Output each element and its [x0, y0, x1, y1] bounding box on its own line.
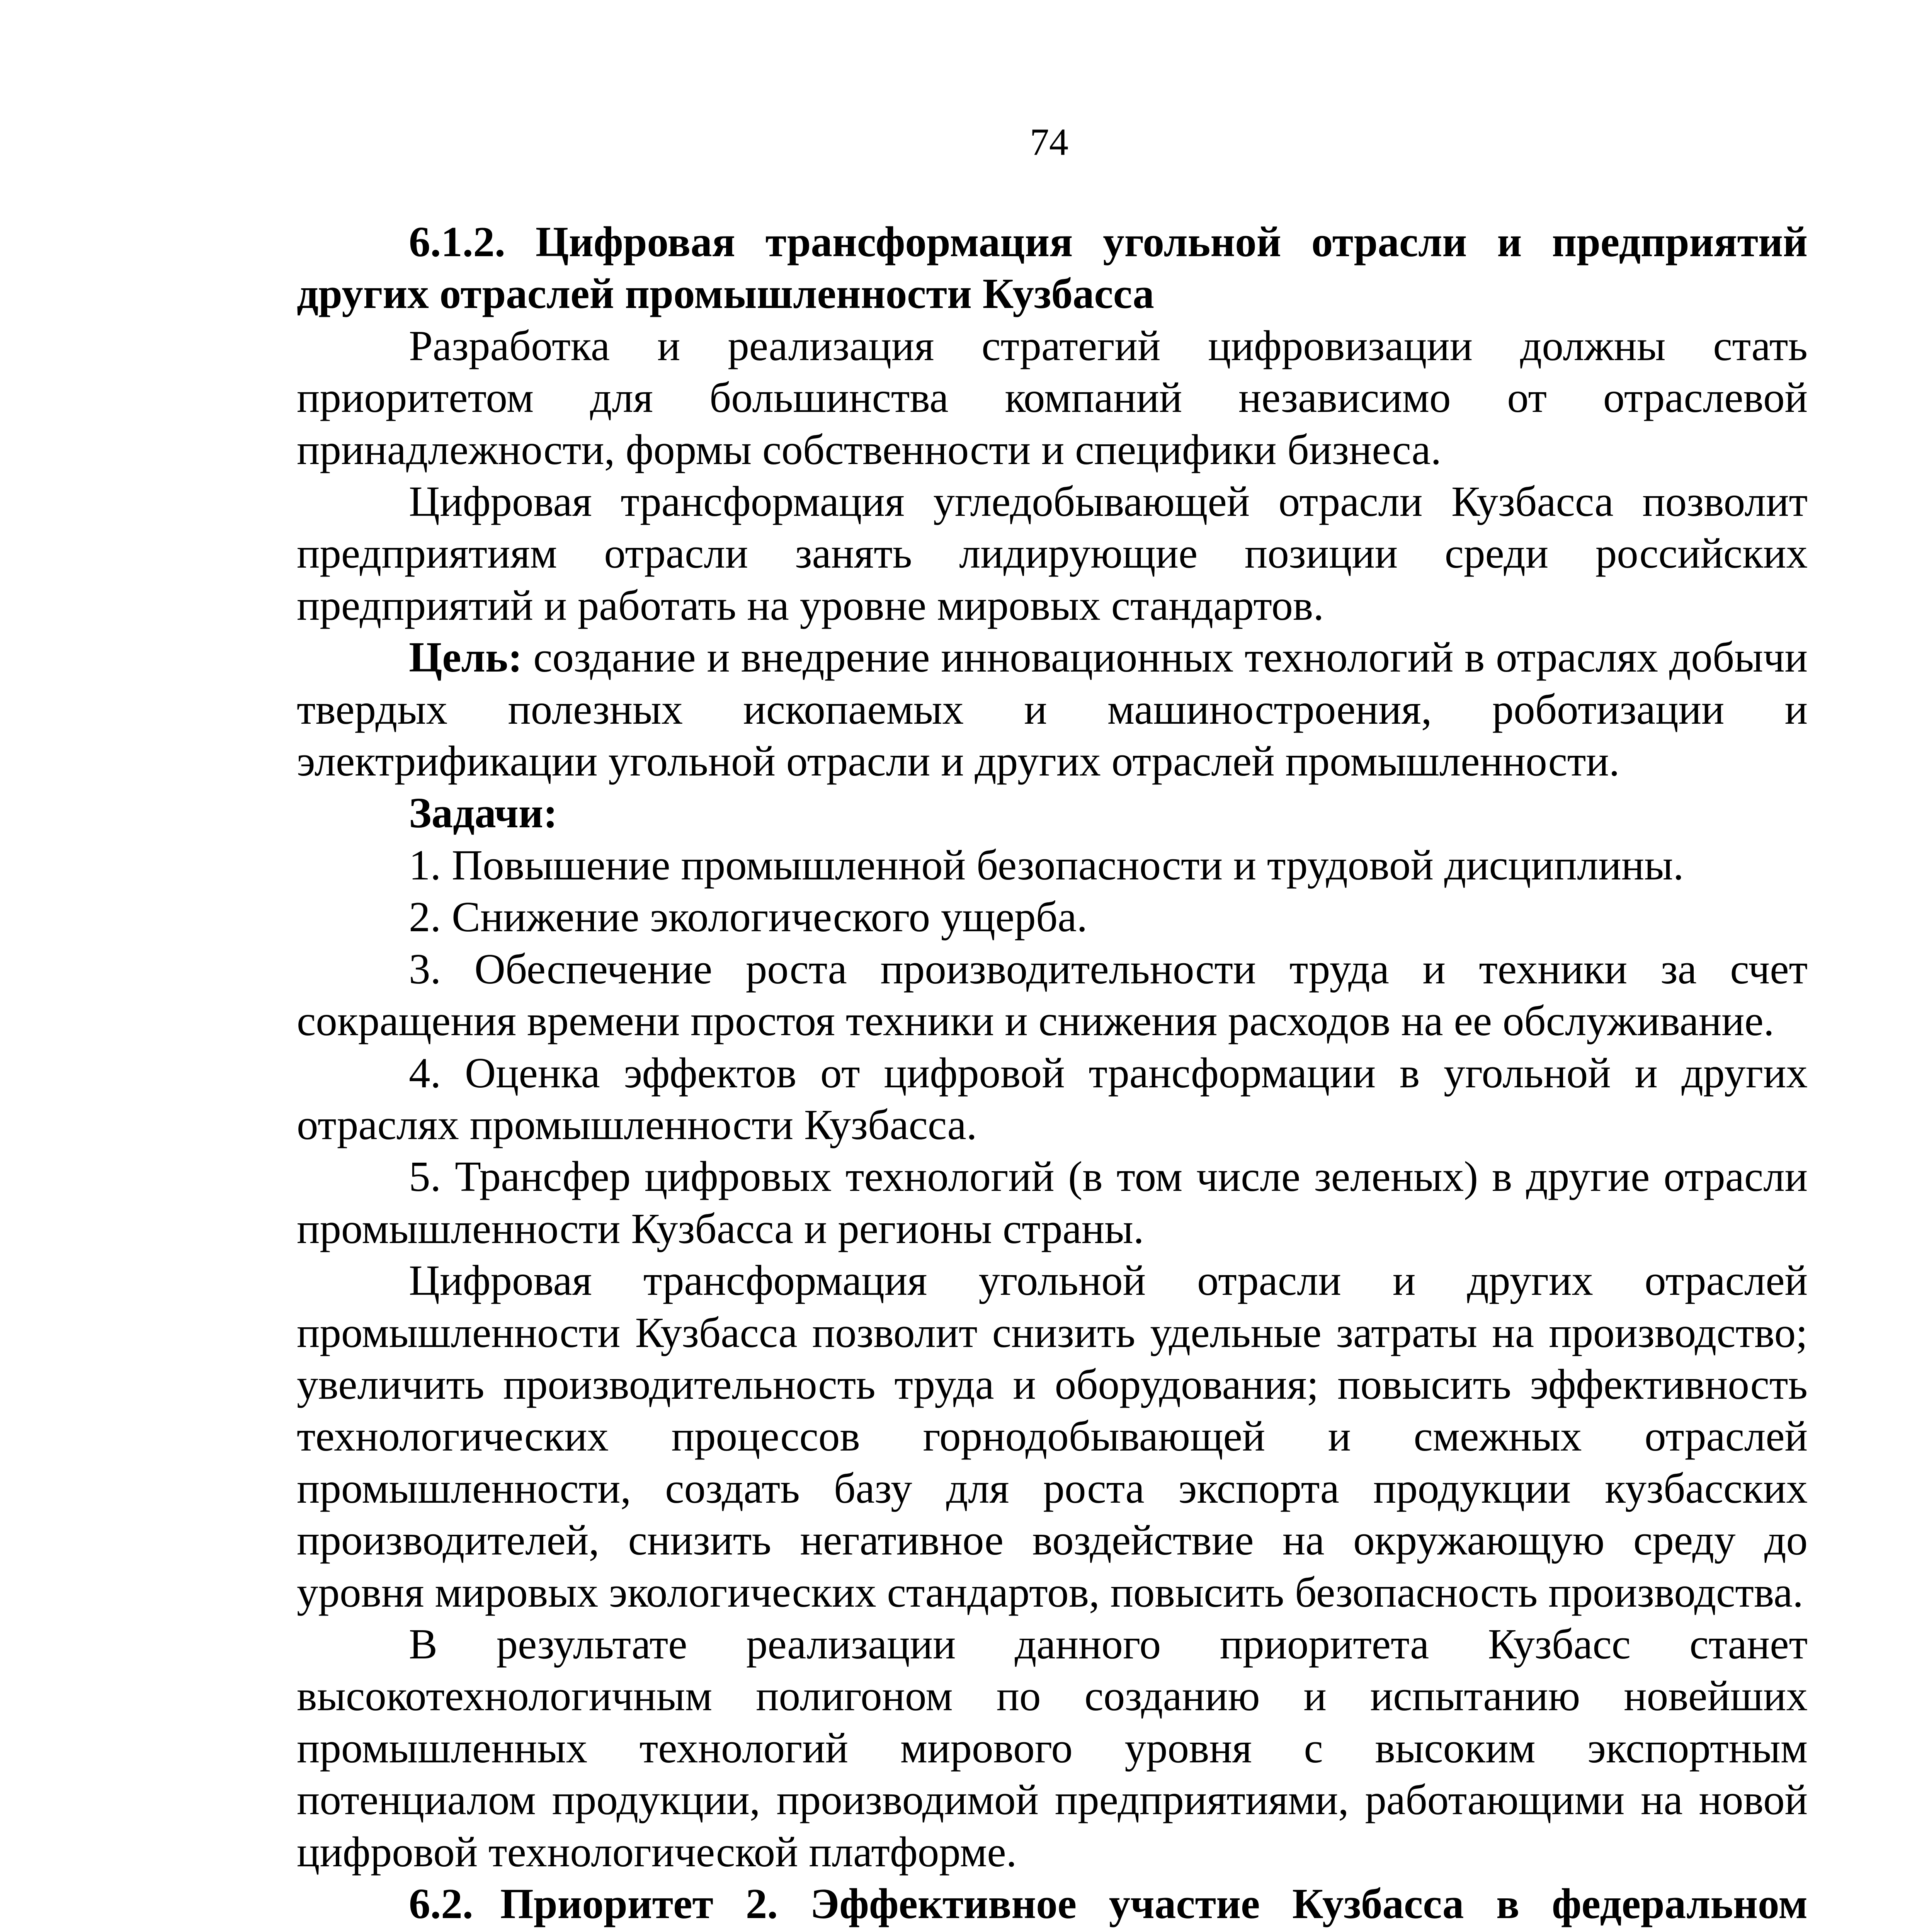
task-item-4: 4. Оценка эффектов от цифровой трансформации в угольной и других отраслях промышленности Кузбасса. [297, 1049, 1808, 1149]
goal-text: создание и внедрение инновационных технологий в отраслях добычи твердых полезных ископаемых и машиностроения, роботизации и электрификации угольной отрасли и других отраслей промышленности. [297, 634, 1808, 786]
section-62-heading-number: 6.2. [409, 1880, 473, 1928]
tasks-label: Задачи: [409, 789, 558, 837]
section-612-heading: 6.1.2. Цифровая трансформация угольной отрасли и предприятий других отраслей промышленности Кузбасса [297, 218, 1808, 318]
section-612-paragraph-3: Цифровая трансформация угольной отрасли и других отраслей промышленности Кузбасса позволит снизить удельные затраты на производство; увеличить производительность труда и оборудования; повысить эффективность технологических процессов горнодобывающей и смежных отраслей промышленности, создать базу для роста экспорта продукции кузбасских производителей, снизить негативное воздействие на окружающую среду до уровня мировых экологических стандартов, повысить безопасность производства. [297, 1257, 1808, 1616]
task-item-1: 1. Повышение промышленной безопасности и трудовой дисциплины. [409, 841, 1684, 889]
document-body [297, 216, 1808, 1932]
section-612-paragraph-1: Разработка и реализация стратегий цифровизации должны стать приоритетом для большинства компаний независимо от отраслевой принадлежности, формы собственности и специфики бизнеса. [297, 322, 1808, 474]
section-612-goal [297, 632, 1808, 787]
task-item-3: 3. Обеспечение роста производительности труда и техники за счет сокращения времени простоя техники и снижения расходов на ее обслуживание. [297, 945, 1808, 1045]
section-612-paragraph-4: В результате реализации данного приоритета Кузбасс станет высокотехнологичным полигоном по созданию и испытанию новейших промышленных технологий мирового уровня с высоким экспортным потенциалом продукции, производимой предприятиями, работающими на новой цифровой технологической платформе. [297, 1620, 1808, 1876]
task-item-2: 2. Снижение экологического ущерба. [409, 893, 1088, 941]
section-612-paragraph-2: Цифровая трансформация угледобывающей отрасли Кузбасса позволит предприятиям отрасли занять лидирующие позиции среди российских предприятий и работать на уровне мировых стандартов. [297, 478, 1808, 629]
section-62-heading-text: Приоритет 2. Эффективное участие Кузбасса в федеральном [500, 1880, 1808, 1928]
page-number: 74 [1030, 121, 1068, 163]
goal-label: Цель: [409, 634, 522, 682]
section-62-heading [297, 1878, 1808, 1932]
task-item-5: 5. Трансфер цифровых технологий (в том числе зеленых) в другие отрасли промышленности Кузбасса и регионы страны. [297, 1153, 1808, 1253]
